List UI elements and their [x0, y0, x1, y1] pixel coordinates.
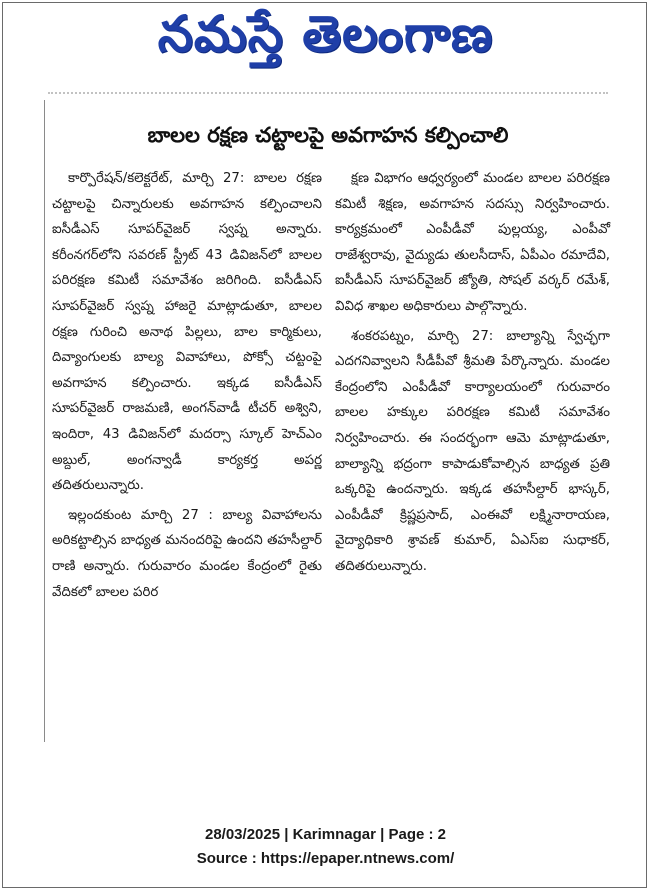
article-paragraph: శంకరపట్నం, మార్చి 27: బాల్యాన్ని స్వేచ్ఛగా ఎదగనివ్వాలని సీడీపీవో శ్రీమతి పేర్కొన్నారు. మండల కేంద్రంలోని ఎంపీడీవో కార్యాలయంలో గురువారం బాలల హక్కుల పరిరక్షణ కమిటీ సమావేశం నిర్వహించారు. ఈ సందర్భంగా ఆమె మాట్లాడుతూ, బాల్యాన్ని భద్రంగా కాపాడుకోవాల్సిన బాధ్యత ప్రతి ఒక్కరిపై ఉందన్నారు. ఇక్కడ తహసీల్దార్ భాస్కర్, ఎంపీడీవో క్రిష్ణప్రసాద్, ఎంఈవో లక్ష్మినారాయణ, వైద్యాధికారి శ్రావణ్ కుమార్, ఏఎస్ఐ సుధాకర్, తదితరులున్నారు.: [335, 328, 610, 574]
column-rule: [44, 100, 45, 742]
newspaper-logo: నమస్తే తెలంగాణ: [157, 4, 494, 63]
article-column-right: [335, 166, 610, 580]
article-headline: బాలల రక్షణ చట్టాలపై అవగాహన కల్పించాలి: [147, 123, 509, 147]
article-paragraph: కార్పొరేషన్/కలెక్టరేట్, మార్చి 27: బాలల రక్షణ చట్టాలపై చిన్నారులకు అవగాహన కల్పించాలని ఐసీడీఎస్ సూపర్‌వైజర్ స్వప్న అన్నారు. కరీంనగర్‌లోని సవరణ్ స్ట్రీట్ 43 డివిజన్‌లో బాలల పరిరక్షణ కమిటీ సమావేశం జరిగింది. ఐసీడీఎస్ సూపర్‌వైజర్ స్వప్న హాజరై మాట్లాడుతూ, బాలల రక్షణ గురించి అనాథ పిల్లలు, బాల కార్మికులు, దివ్యాంగులకు బాల్య వివాహాలు, పోక్సో చట్టంపై అవగాహన కల్పించారు. ఇక్కడ ఐసీడీఎస్ సూపర్‌వైజర్ రాజమణి, అంగన్‌వాడీ టీచర్ అశ్విని, ఇందిరా, 43 డివిజన్‌లో మదర్సా స్కూల్ హెచ్ఎం అబ్దుల్, అంగన్వాడీ కార్యకర్త అపర్ణ తదితరులున్నారు.: [52, 171, 322, 494]
footer-date-line: 28/03/2025 | Karimnagar | Page : 2: [204, 826, 447, 843]
article-paragraph: క్షణ విభాగం ఆధ్వర్యంలో మండల బాలల పరిరక్షణ కమిటీ శిక్షణ, అవగాహన సదస్సు నిర్వహించారు. కార్యక్రమంలో ఎంపీడీవో పుల్లయ్య, ఎంపీవో రాజేశ్వరావు, వైద్యుడు తులసీదాస్, ఏపీఎం రమాదేవి, ఐసీడీఎస్ సూపర్‌వైజర్ జ్యోతి, సోషల్ వర్కర్ రమేశ్, వివిధ శాఖల అధికారులు పాల్గొన్నారు.: [335, 171, 610, 314]
article-paragraph: ఇల్లందకుంట మార్చి 27 : బాల్య వివాహాలను అరికట్టాల్సిన బాధ్యత మనందరిపై ఉందని తహసీల్దార్ రాణి అన్నారు. గురువారం మండల కేంద్రంలో రైతు వేదికలో బాలల పరిర: [52, 507, 322, 600]
masthead: [0, 4, 651, 76]
clipping-edge: [48, 92, 608, 104]
footer-source-line: Source : https://epaper.ntnews.com/: [196, 850, 455, 867]
article-column-left: [52, 166, 322, 605]
